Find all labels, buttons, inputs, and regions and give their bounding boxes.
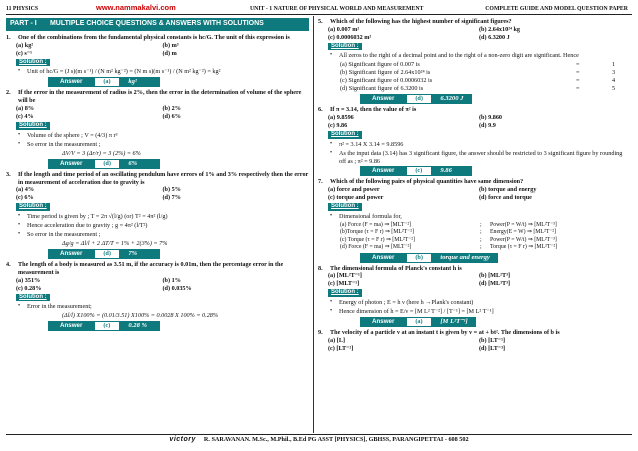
sigfig-row: (a) Significant figure of 0.007 is = 1	[340, 61, 616, 69]
header-website[interactable]: www.nammakalvi.com	[96, 3, 176, 12]
options-9	[318, 337, 630, 353]
page-header	[6, 3, 632, 14]
options-2	[6, 105, 309, 121]
question-number: 2.	[6, 89, 11, 97]
options-3	[6, 186, 309, 202]
answer-label: Answer	[360, 253, 406, 263]
option-c: (c) 6%	[16, 194, 34, 202]
question-text: The velocity of a particle v at an instant t is given by v = at + bt². The dimensions of b is	[330, 328, 560, 336]
solution-equation: (Δl/l) X100% = (0.01/3.51) X100% = 0.0028 X 100% = 0.28%	[62, 312, 219, 320]
footer-rule	[6, 434, 632, 435]
dimension-row: (c) Torque (τ = F r) ⇒ [ML²T⁻²] ; Power(P = W/t) ⇒ [ML²T⁻³]	[340, 236, 557, 243]
solution-step: • Volume of the sphere ; V = (4/3) π r³	[18, 131, 118, 139]
answer-4	[48, 321, 309, 331]
question-number: 8.	[318, 264, 323, 272]
option-b: (b) [LT⁻¹]	[479, 336, 506, 344]
answer-value: 6.3200 J	[432, 94, 472, 104]
option-b: (b) 5%	[162, 186, 181, 194]
left-column	[6, 16, 309, 433]
dimension-row: (a) Force (F = ma) ⇒ [MLT⁻²] ; Power(P = W/t) ⇒ [ML²T⁻³]	[340, 221, 557, 228]
options-8	[318, 272, 630, 288]
option-a: (a) [ML²T⁻¹]	[328, 272, 362, 280]
solution-label: Solution :	[16, 294, 50, 302]
answer-value: 9.86	[432, 166, 472, 176]
answer-label: Answer	[360, 166, 406, 176]
option-a: (a) kg²	[16, 41, 34, 49]
answer-label: Answer	[48, 321, 94, 331]
solution-step: • Error in the measurement;	[18, 303, 92, 311]
answer-value: 0.28 %	[120, 321, 160, 331]
bullet-icon: •	[330, 212, 333, 219]
sigfig-row: (d) Significant figure of 6.3200 is = 5	[340, 85, 616, 93]
answer-label: Answer	[48, 77, 94, 87]
solution-step: • π² = 3.14 X 3.14 = 9.8596	[330, 140, 404, 148]
solution-label: Solution :	[16, 203, 50, 211]
solution-step: • Time period is given by ; T = 2π √(l/g) (or) T² = 4π² (l/g)	[18, 213, 168, 221]
solution-step: • Hence acceleration due to gravity ; g = 4π² (l/T²)	[18, 221, 148, 229]
solution-label: Solution :	[16, 59, 50, 67]
bullet-icon: •	[18, 230, 21, 237]
question-text: If the error in the measurement of radius is 2%, then the error in the determination of volume of the sphere will be	[18, 89, 302, 105]
option-c: (c) 4%	[16, 113, 34, 121]
answer-option: (c)	[94, 321, 120, 331]
question-number: 6.	[318, 106, 323, 114]
header-unit-title: UNIT - 1 NATURE OF PHYSICAL WORLD AND MEASUREMENT	[250, 6, 424, 12]
options-1	[6, 42, 309, 58]
bullet-icon: •	[330, 52, 333, 59]
header-guide-title: COMPLETE GUIDE AND MODEL QUESTION PAPER	[485, 6, 628, 12]
option-c: (c) s⁻¹	[16, 49, 32, 57]
option-d: (d) [ML³T³]	[479, 280, 511, 288]
bullet-icon: •	[18, 221, 21, 228]
option-a: (a) 0.007 m²	[328, 25, 360, 33]
option-a: (a) 4%	[16, 186, 35, 194]
bullet-icon: •	[330, 149, 333, 156]
answer-value: torque and energy	[432, 253, 497, 263]
option-d: (d) 6%	[162, 113, 181, 121]
option-b: (b) [ML²T³]	[479, 272, 511, 280]
question-text: One of the combinations from the fundamental physical constants is hc/G. The unit of this expression is	[18, 33, 290, 41]
answer-option: (a)	[94, 77, 120, 87]
option-c: (c) [MLT⁻¹]	[328, 280, 360, 288]
solution-label: Solution :	[328, 43, 362, 51]
answer-2	[48, 159, 309, 169]
question-7	[318, 178, 630, 186]
footer-author: R. SARAVANAN. M.Sc., M.Phil., B.Ed PG ASST [PHYSICS], GBHSS, PARANGIPETTAI - 608 502	[203, 436, 469, 443]
right-column	[318, 16, 630, 433]
option-a: (a) 8%	[16, 105, 35, 113]
question-number: 9.	[318, 328, 323, 336]
bullet-icon: •	[18, 303, 21, 310]
option-c: (c) [LT⁻²]	[328, 344, 354, 352]
option-d: (d) force and torque	[479, 194, 532, 202]
question-number: 7.	[318, 178, 323, 186]
footer-brand-logo: victory	[169, 436, 196, 443]
answer-6	[360, 166, 630, 176]
answer-5	[360, 94, 630, 104]
bullet-icon: •	[330, 307, 333, 314]
option-d: (d) 6.3200 J	[479, 33, 510, 41]
part-label: PART - I	[10, 20, 37, 27]
page-footer	[6, 436, 632, 448]
answer-option: (b)	[406, 253, 432, 263]
dimension-table	[318, 222, 630, 252]
answer-value: [M L²T⁻¹]	[432, 317, 475, 327]
option-b: (b) 2%	[162, 105, 181, 113]
solution-label: Solution :	[328, 203, 362, 211]
option-c: (c) 0.28%	[16, 284, 42, 292]
option-d: (d) 9.9	[479, 122, 496, 130]
solution-label: Solution :	[16, 122, 50, 130]
option-d: (d) 0.035%	[162, 284, 192, 292]
option-a: (a) 351%	[16, 276, 41, 284]
option-c: (c) torque and power	[328, 194, 384, 202]
answer-option: (d)	[406, 94, 432, 104]
options-7	[318, 186, 630, 202]
options-4	[6, 277, 309, 293]
answer-label: Answer	[360, 94, 406, 104]
solution-step: • Unit of hc/G = (J s)(m s⁻¹) / (N m² kg⁻²) = (N m s)(m s⁻¹) / (N m² kg⁻²) = kg²	[18, 68, 221, 76]
bullet-icon: •	[330, 299, 333, 305]
dimension-row: (b)Torque (τ = F r) ⇒ [ML²T⁻²] ; Energy(E = W) ⇒ [ML²T⁻²]	[340, 229, 556, 236]
answer-option: (d)	[94, 249, 120, 259]
question-number: 1.	[6, 33, 11, 41]
answer-value: kg²	[120, 77, 160, 87]
question-3	[6, 171, 309, 187]
bullet-icon: •	[18, 213, 21, 220]
solution-equation: Δg/g = Δl/l + 2 ΔT/T = 1% + 2(3%) = 7%	[62, 239, 168, 247]
solution-label: Solution :	[328, 131, 362, 139]
question-number: 4.	[6, 260, 11, 268]
column-divider	[313, 16, 314, 433]
part-title: MULTIPLE CHOICE QUESTIONS & ANSWERS WITH SOLUTIONS	[49, 20, 264, 27]
solution-step: • All zeros to the right of a decimal point and to the right of a non-zero digit are significant. Hence	[330, 52, 579, 60]
question-text: Which of the following pairs of physical quantities have same dimension?	[330, 178, 524, 186]
option-a: (a) 9.8596	[328, 114, 354, 122]
question-6	[318, 106, 630, 114]
answer-1	[48, 77, 309, 87]
answer-label: Answer	[48, 159, 94, 169]
option-b: (b) m³	[162, 41, 179, 49]
solution-step: • So error in the measurement ;	[18, 140, 101, 148]
answer-option: (a)	[406, 317, 432, 327]
option-d: (d) m	[162, 49, 177, 57]
answer-7	[360, 253, 630, 263]
part-banner	[6, 18, 309, 31]
option-b: (b) 9.860	[479, 114, 503, 122]
option-a: (a) [L]	[328, 336, 346, 344]
question-8	[318, 265, 630, 273]
question-text: If π = 3.14, then the value of π² is	[330, 106, 417, 114]
option-d: (d) 7%	[162, 194, 181, 202]
option-c: (c) 0.0006032 m²	[328, 33, 372, 41]
answer-label: Answer	[360, 317, 406, 327]
bullet-icon: •	[18, 131, 21, 138]
solution-step: • As the input data (3.14) has 3 significant figure, the answer should be restricted to 3 significant figure by rounding off as ; π² = 9.86	[330, 149, 623, 165]
question-text: Which of the following has the highest number of significant figures?	[330, 18, 512, 25]
option-c: (c) 9.86	[328, 122, 348, 130]
question-text: If the length and time period of an oscillating pendulum have errors of 1% and 3% respectively then the error in measurement of acceleration due to gravity is	[18, 170, 309, 186]
answer-value: 7%	[120, 249, 160, 259]
header-subject: 11 PHYSICS	[6, 6, 39, 12]
answer-option: (c)	[406, 166, 432, 176]
answer-value: 6%	[120, 159, 160, 169]
solution-equation: ΔV/V = 3 (Δr/r) = 3 (2%) = 6%	[62, 149, 141, 157]
question-1	[6, 34, 309, 42]
option-b: (b) 1%	[162, 276, 181, 284]
solution-label: Solution :	[328, 289, 362, 297]
header-rule	[6, 14, 632, 15]
options-5	[318, 26, 630, 42]
bullet-icon: •	[330, 140, 333, 147]
question-5	[318, 18, 630, 26]
answer-option: (d)	[94, 159, 120, 169]
options-6	[318, 114, 630, 130]
question-4	[6, 261, 309, 277]
option-a: (a) force and power	[328, 186, 380, 194]
solution-step: • So error in the measurement ;	[18, 230, 101, 238]
answer-label: Answer	[48, 249, 94, 259]
sigfig-row: (b) Significant figure of 2.64x10²⁴ is = 3	[340, 69, 616, 77]
answer-3	[48, 249, 309, 259]
dimension-row: (d) Force (F = ma) ⇒ [MLT⁻²] ; Torque (τ = F r) ⇒ [ML²T⁻²]	[340, 244, 558, 251]
option-b: (b) 2.64x10²⁴ kg	[479, 25, 521, 33]
solution-step: • Energy of photon ; E = h ν (here h →Plank's constant)	[330, 299, 474, 306]
option-b: (b) torque and energy	[479, 186, 537, 194]
question-number: 3.	[6, 170, 11, 178]
answer-8	[360, 317, 630, 327]
solution-step: • Hence dimension of h = E/ν = [M L² T⁻²] / [T⁻¹] = [M L² T⁻¹]	[330, 307, 494, 315]
option-d: (d) [LT⁻³]	[479, 344, 506, 352]
sigfig-table	[318, 61, 630, 93]
question-number: 5.	[318, 18, 323, 25]
question-text: The length of a body is measured as 3.51 m, if the accuracy is 0.01m, then the percentage error in the measurement is	[18, 260, 284, 276]
question-9	[318, 329, 630, 337]
question-2	[6, 89, 309, 105]
bullet-icon: •	[18, 68, 21, 75]
sigfig-row: (c) Significant figure of 0.0006032 is = 4	[340, 77, 616, 85]
question-text: The dimensional formula of Planck's constant h is	[330, 264, 462, 272]
solution-step: • Dimensional formula for,	[330, 212, 402, 220]
bullet-icon: •	[18, 140, 21, 147]
